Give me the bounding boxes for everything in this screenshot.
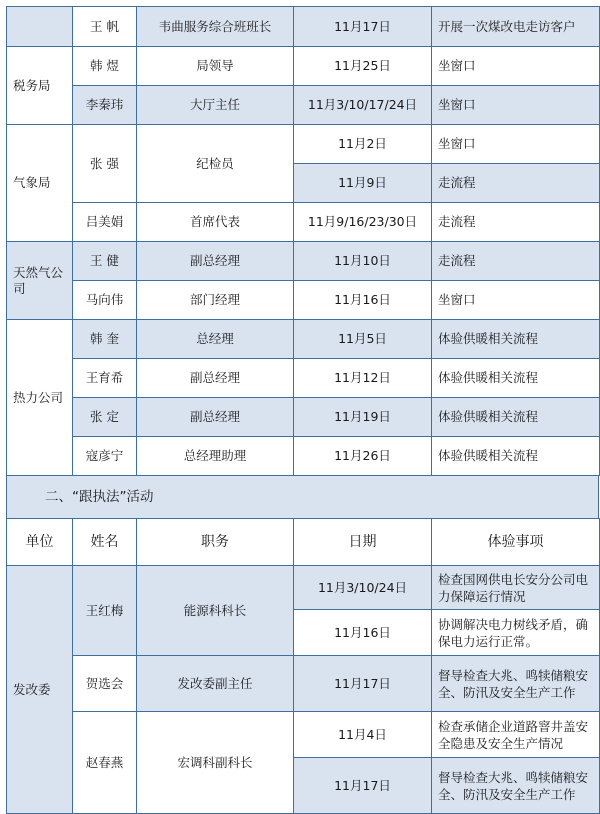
unit-cell: 气象局 — [7, 125, 73, 242]
date-cell: 11月17日 — [294, 758, 432, 814]
item-cell: 检查承储企业道路窨井盖安全隐患及安全生产情况 — [432, 712, 600, 758]
date-cell: 11月17日 — [294, 656, 432, 712]
table-row — [7, 242, 600, 281]
table-row — [7, 320, 600, 359]
table-row — [7, 398, 600, 437]
unit-cell: 税务局 — [7, 47, 73, 125]
item-cell: 坐窗口 — [432, 281, 600, 320]
role-cell: 副总经理 — [137, 359, 294, 398]
date-cell: 11月16日 — [294, 610, 432, 656]
date-cell: 11月17日 — [294, 7, 432, 47]
role-cell: 副总经理 — [137, 242, 294, 281]
activity-table-2 — [6, 518, 600, 814]
header-unit: 单位 — [7, 519, 73, 566]
item-cell: 体验供暖相关流程 — [432, 398, 600, 437]
item-cell: 坐窗口 — [432, 86, 600, 125]
name-cell: 吕美娟 — [73, 203, 137, 242]
role-cell: 宏调科副科长 — [137, 712, 294, 814]
name-cell: 王育希 — [73, 359, 137, 398]
role-cell: 能源科科长 — [137, 566, 294, 656]
date-cell: 11月26日 — [294, 437, 432, 476]
table-row — [7, 281, 600, 320]
name-cell: 韩 煜 — [73, 47, 137, 86]
header-item: 体验事项 — [432, 519, 600, 566]
table-row — [7, 566, 600, 610]
item-cell: 检查国网供电长安分公司电力保障运行情况 — [432, 566, 600, 610]
unit-cell: 热力公司 — [7, 320, 73, 476]
role-cell: 首席代表 — [137, 203, 294, 242]
unit-cell: 发改委 — [7, 566, 73, 814]
item-cell: 走流程 — [432, 164, 600, 203]
date-cell: 11月19日 — [294, 398, 432, 437]
unit-cell — [7, 7, 73, 47]
date-cell: 11月3/10/17/24日 — [294, 86, 432, 125]
role-cell: 韦曲服务综合班班长 — [137, 7, 294, 47]
name-cell: 张 强 — [73, 125, 137, 203]
unit-cell: 天然气公司 — [7, 242, 73, 320]
name-cell: 寇彦宁 — [73, 437, 137, 476]
role-cell: 大厅主任 — [137, 86, 294, 125]
item-cell: 坐窗口 — [432, 47, 600, 86]
item-cell: 开展一次煤改电走访客户 — [432, 7, 600, 47]
name-cell: 王红梅 — [73, 566, 137, 656]
date-cell: 11月4日 — [294, 712, 432, 758]
name-cell: 贺选会 — [73, 656, 137, 712]
name-cell: 李秦玮 — [73, 86, 137, 125]
table-header-row — [7, 519, 600, 566]
date-cell: 11月9日 — [294, 164, 432, 203]
date-cell: 11月16日 — [294, 281, 432, 320]
date-cell: 11月5日 — [294, 320, 432, 359]
date-cell: 11月12日 — [294, 359, 432, 398]
item-cell: 体验供暖相关流程 — [432, 359, 600, 398]
item-cell: 体验供暖相关流程 — [432, 320, 600, 359]
date-cell: 11月9/16/23/30日 — [294, 203, 432, 242]
role-cell: 局领导 — [137, 47, 294, 86]
table-row — [7, 656, 600, 712]
table-row — [7, 359, 600, 398]
item-cell: 坐窗口 — [432, 125, 600, 164]
role-cell: 纪检员 — [137, 125, 294, 203]
table-row — [7, 437, 600, 476]
name-cell: 王 健 — [73, 242, 137, 281]
header-role: 职务 — [137, 519, 294, 566]
item-cell: 督导检查大兆、鸣犊储粮安全、防汛及安全生产工作 — [432, 656, 600, 712]
item-cell: 走流程 — [432, 203, 600, 242]
name-cell: 王 帆 — [73, 7, 137, 47]
table-row — [7, 47, 600, 86]
name-cell: 赵春燕 — [73, 712, 137, 814]
activity-table-1 — [6, 6, 600, 476]
date-cell: 11月25日 — [294, 47, 432, 86]
role-cell: 副总经理 — [137, 398, 294, 437]
section-title: 二、“跟执法”活动 — [6, 476, 599, 518]
item-cell: 协调解决电力树线矛盾，确保电力运行正常。 — [432, 610, 600, 656]
name-cell: 韩 奎 — [73, 320, 137, 359]
table-row — [7, 712, 600, 758]
table-row — [7, 203, 600, 242]
role-cell: 总经理 — [137, 320, 294, 359]
date-cell: 11月10日 — [294, 242, 432, 281]
item-cell: 体验供暖相关流程 — [432, 437, 600, 476]
table-row — [7, 7, 600, 47]
role-cell: 部门经理 — [137, 281, 294, 320]
table-row — [7, 125, 600, 164]
role-cell: 发改委副主任 — [137, 656, 294, 712]
item-cell: 督导检查大兆、鸣犊储粮安全、防汛及安全生产工作 — [432, 758, 600, 814]
header-date: 日期 — [294, 519, 432, 566]
date-cell: 11月2日 — [294, 125, 432, 164]
item-cell: 走流程 — [432, 242, 600, 281]
name-cell: 马向伟 — [73, 281, 137, 320]
header-name: 姓名 — [73, 519, 137, 566]
name-cell: 张 定 — [73, 398, 137, 437]
role-cell: 总经理助理 — [137, 437, 294, 476]
date-cell: 11月3/10/24日 — [294, 566, 432, 610]
table-row — [7, 86, 600, 125]
